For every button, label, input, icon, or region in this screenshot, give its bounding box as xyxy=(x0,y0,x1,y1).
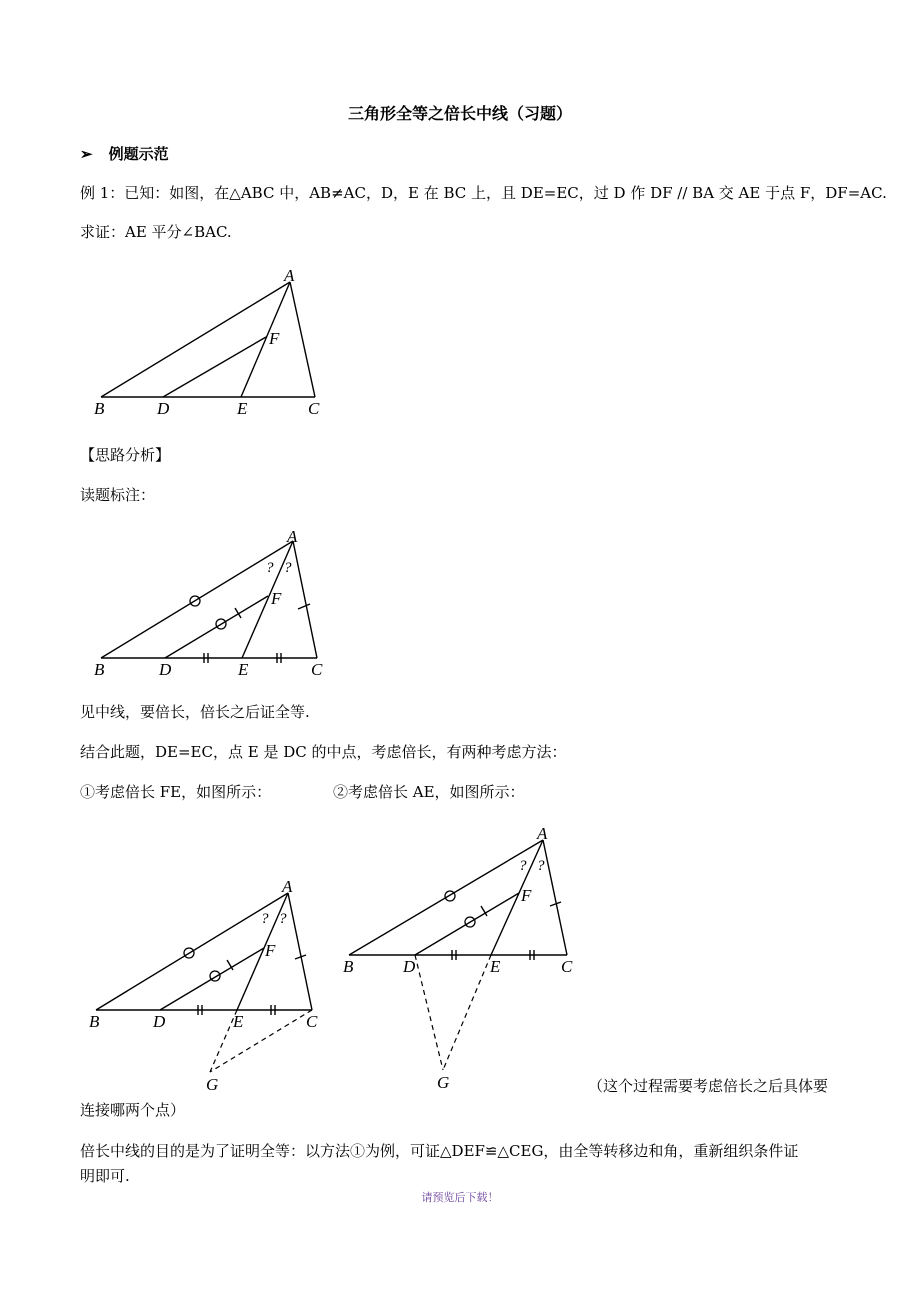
label-F: F xyxy=(271,589,282,608)
label-B: B xyxy=(94,399,105,418)
label-D: D xyxy=(159,660,172,679)
label-F: F xyxy=(265,941,276,960)
label-C: C xyxy=(308,399,320,418)
purpose-line-2: 明即可. xyxy=(80,1167,130,1185)
figure-segment xyxy=(491,840,543,955)
label-C: C xyxy=(561,957,573,976)
note-part-2: 连接哪两个点） xyxy=(80,1101,186,1119)
label-B: B xyxy=(94,660,105,679)
label-G: G xyxy=(206,1075,219,1094)
angle-question-mark: ? xyxy=(537,858,545,874)
analysis-heading: 【思路分析】 xyxy=(80,446,171,464)
midline-rule: 见中线，要倍长，倍长之后证全等. xyxy=(80,703,310,721)
label-A: A xyxy=(282,877,293,896)
label-E: E xyxy=(237,399,248,418)
label-F: F xyxy=(269,329,280,348)
label-B: B xyxy=(89,1012,100,1031)
label-C: C xyxy=(311,660,323,679)
figure-segment xyxy=(415,955,443,1070)
figure-segment xyxy=(443,955,491,1070)
label-E: E xyxy=(233,1012,244,1031)
angle-question-mark: ? xyxy=(284,560,292,576)
label-A: A xyxy=(284,266,295,285)
label-E: E xyxy=(490,957,501,976)
label-A: A xyxy=(537,824,548,843)
example-statement: 例 1：已知：如图，在△ABC 中，AB≠AC，D，E 在 BC 上，且 DE=EC，过 D 作 DF // BA 交 AE 于点 F，DF=AC. xyxy=(80,184,887,202)
label-G: G xyxy=(437,1073,450,1092)
label-A: A xyxy=(287,527,298,546)
angle-question-mark: ? xyxy=(519,858,527,874)
prove-statement: 求证：AE 平分∠BAC. xyxy=(80,223,232,241)
angle-question-mark: ? xyxy=(279,911,287,927)
label-D: D xyxy=(153,1012,166,1031)
download-footer: 请预览后下载！ xyxy=(421,1191,499,1204)
figure-segment xyxy=(415,893,519,955)
figure-mark xyxy=(445,891,455,901)
angle-question-mark: ? xyxy=(266,560,274,576)
angle-question-mark: ? xyxy=(261,911,269,927)
label-F: F xyxy=(521,886,532,905)
arrow-bullet-icon: ➢ xyxy=(80,145,93,163)
note-part-1: （这个过程需要考虑倍长之后具体要 xyxy=(588,1077,829,1095)
label-E: E xyxy=(238,660,249,679)
label-C: C xyxy=(306,1012,318,1031)
reading-note: 读题标注： xyxy=(80,486,156,504)
figure-segment xyxy=(543,840,567,955)
label-D: D xyxy=(403,957,416,976)
section-label: 例题示范 xyxy=(108,145,169,163)
purpose-line-1: 倍长中线的目的是为了证明全等：以方法①为例，可证△DEF≌△CEG，由全等转移边和角，重新组织条件证 xyxy=(80,1142,799,1160)
combine-text: 结合此题，DE=EC，点 E 是 DC 的中点，考虑倍长，有两种考虑方法： xyxy=(80,743,567,761)
figure-segment xyxy=(349,840,543,955)
page-title: 三角形全等之倍长中线（习题） xyxy=(347,104,572,123)
method-2-label: ②考虑倍长 AE，如图所示： xyxy=(333,783,525,801)
label-D: D xyxy=(157,399,170,418)
method-1-label: ①考虑倍长 FE，如图所示： xyxy=(80,783,272,801)
label-B: B xyxy=(343,957,354,976)
